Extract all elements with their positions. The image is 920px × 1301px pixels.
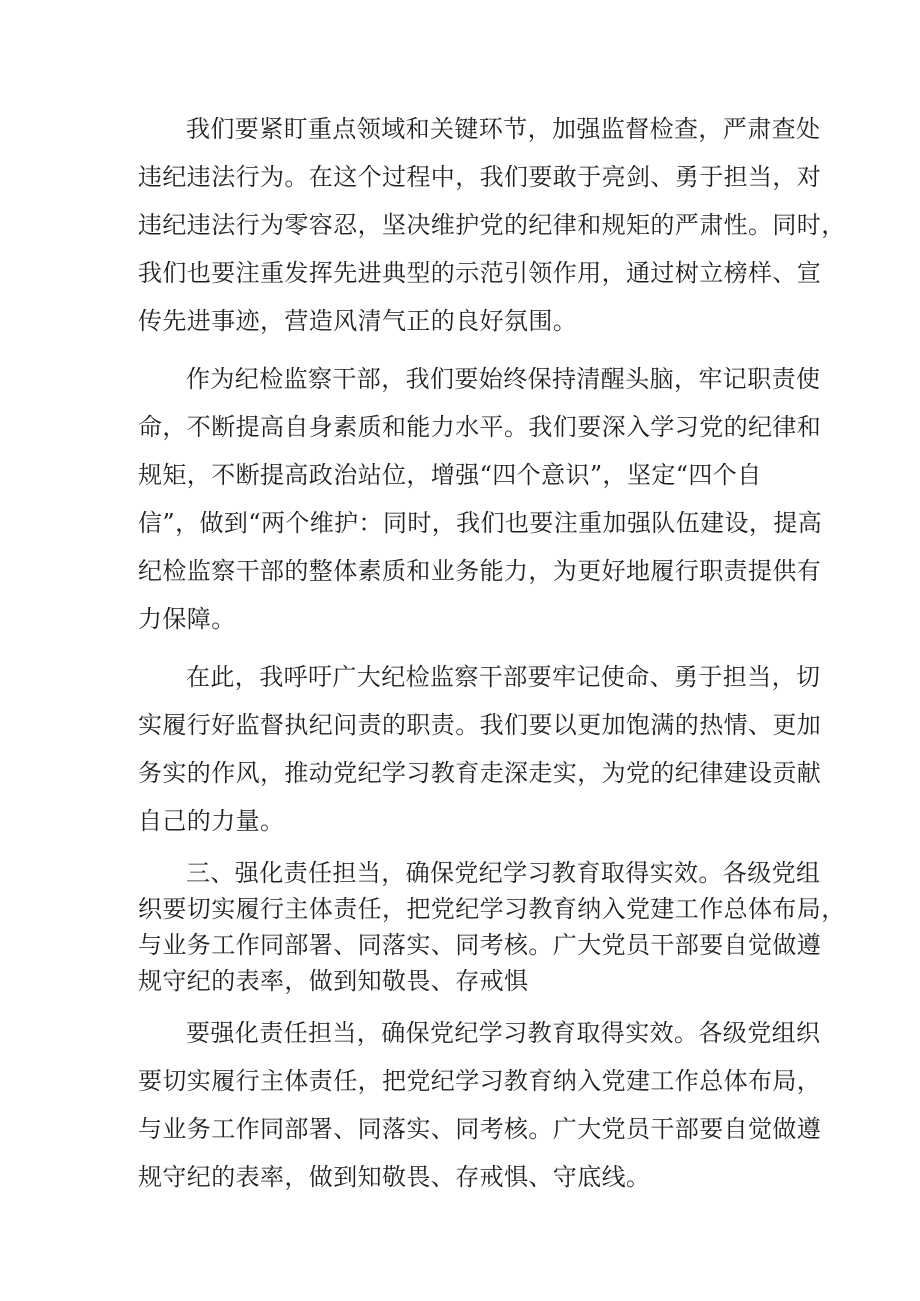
text-line: 与业务工作同部署、同落实、同考核。广大党员干部要自觉做遵	[138, 1115, 822, 1143]
text-line: 要强化责任担当，确保党纪学习教育取得实效。各级党组织	[186, 1019, 821, 1047]
text-line: 在此，我呼吁广大纪检监察干部要牢记使命、勇于担当，切	[186, 663, 821, 691]
paragraph-3	[138, 653, 822, 845]
text-line: 三、强化责任担当，确保党纪学习教育取得实效。各级党组	[186, 859, 821, 887]
paragraph-1	[138, 105, 846, 345]
text-line: 要切实履行主体责任，把党纪学习教育纳入党建工作总体布局，	[138, 1067, 822, 1095]
text-line: 力保障。	[138, 605, 236, 633]
text-line: 我们要紧盯重点领域和关键环节，加强监督检查，严肃查处	[186, 115, 821, 143]
text-line: 传先进事迹，营造风清气正的良好氛围。	[138, 307, 578, 335]
document-body	[138, 105, 846, 1201]
text-line: 与业务工作同部署、同落实、同考核。广大党员干部要自觉做遵	[138, 931, 822, 959]
text-line: 作为纪检监察干部，我们要始终保持清醒头脑，牢记职责使	[186, 365, 821, 393]
text-line: 我们也要注重发挥先进典型的示范引领作用，通过树立榜样、宣	[138, 259, 822, 287]
text-line: 务实的作风，推动党纪学习教育走深走实，为党的纪律建设贡献	[138, 759, 822, 787]
paragraph-5	[138, 1009, 822, 1201]
text-line: 信”，做到“两个维护：同时，我们也要注重加强队伍建设，提高	[138, 509, 823, 537]
text-line: 违纪违法行为。在这个过程中，我们要敢于亮剑、勇于担当，对	[138, 163, 822, 191]
text-line: 规矩，不断提高政治站位，增强“四个意识”，坚定“四个自	[138, 461, 762, 489]
text-line: 规守纪的表率，做到知敬畏、存戒惧、守底线。	[138, 1163, 651, 1191]
paragraph-2	[138, 355, 823, 643]
text-line: 规守纪的表率，做到知敬畏、存戒惧	[138, 967, 529, 995]
text-line: 违纪违法行为零容忍，坚决维护党的纪律和规矩的严肃性。同时，	[138, 211, 846, 239]
text-line: 纪检监察干部的整体素质和业务能力，为更好地履行职责提供有	[138, 557, 822, 585]
text-line: 命，不断提高自身素质和能力水平。我们要深入学习党的纪律和	[138, 413, 822, 441]
text-line: 实履行好监督执纪问责的职责。我们要以更加饱满的热情、更加	[138, 711, 822, 739]
text-line: 织要切实履行主体责任，把党纪学习教育纳入党建工作总体布局，	[138, 895, 846, 923]
text-line: 自己的力量。	[138, 807, 285, 835]
paragraph-4	[138, 855, 846, 999]
